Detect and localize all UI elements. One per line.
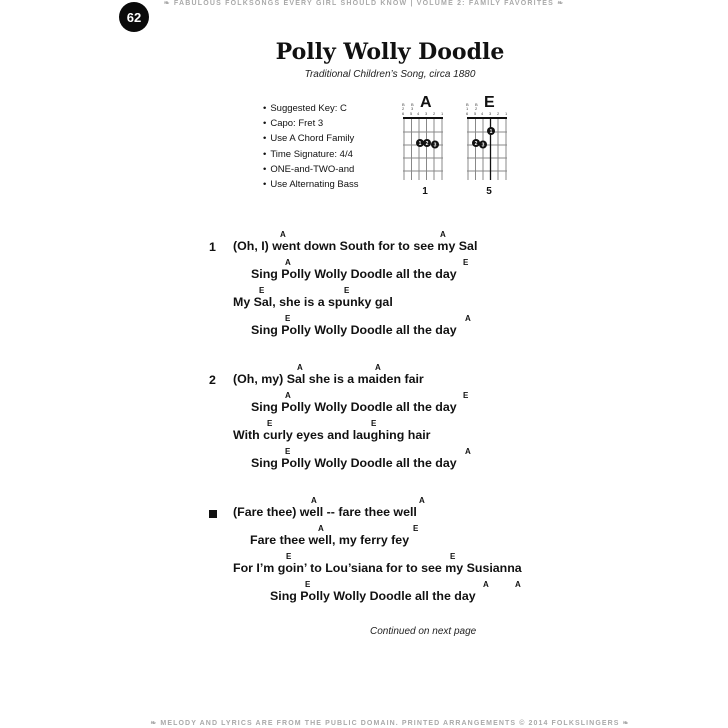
chord-label: A xyxy=(318,524,324,533)
chord-label: A xyxy=(311,496,317,505)
chord-name: E xyxy=(484,94,495,111)
song-title: Polly Wolly Doodle xyxy=(275,39,505,65)
lyric-line: Sing Polly Wolly Doodle all the day xyxy=(251,323,457,337)
verse-number: 2 xyxy=(209,373,216,387)
chord-label: E xyxy=(371,419,377,428)
lyric-line: With curly eyes and laughing hair xyxy=(233,428,431,442)
running-footer: ❧ MELODY AND LYRICS ARE FROM THE PUBLIC DOMAIN. PRINTED ARRANGEMENTS © 2014 FOLKSLINGERS ❧ xyxy=(150,720,630,727)
chord-grid-icon xyxy=(464,100,514,184)
verse-number: 1 xyxy=(209,240,216,254)
svg-text:3: 3 xyxy=(481,142,485,149)
chord-number: 5 xyxy=(486,186,492,197)
chord-label: E xyxy=(413,524,419,533)
chord-label: E xyxy=(286,552,292,561)
lyric-line: Sing Polly Wolly Doodle all the day xyxy=(251,400,457,414)
note-item: • Suggested Key: C xyxy=(263,101,359,116)
svg-text:1: 1 xyxy=(505,111,508,116)
lyric-line: My Sal, she is a spunky gal xyxy=(233,295,393,309)
svg-text:6: 6 xyxy=(466,111,469,116)
svg-text:B: B xyxy=(411,102,414,107)
svg-text:2: 2 xyxy=(497,111,500,116)
svg-text:B: B xyxy=(402,102,405,107)
chord-label: A xyxy=(419,496,425,505)
note-item: • ONE-and-TWO-and xyxy=(263,162,359,177)
chord-label: E xyxy=(463,258,469,267)
svg-text:1: 1 xyxy=(466,106,469,111)
performance-notes xyxy=(263,101,359,192)
svg-text:B: B xyxy=(466,102,469,107)
svg-text:6: 6 xyxy=(402,111,405,116)
svg-text:2: 2 xyxy=(433,111,436,116)
chord-label: A xyxy=(375,363,381,372)
chord-label: A xyxy=(280,230,286,239)
svg-text:1: 1 xyxy=(418,141,422,147)
lyric-line: Sing Polly Wolly Doodle all the day xyxy=(251,267,457,281)
chord-label: E xyxy=(285,314,291,323)
song-subtitle: Traditional Children’s Song, circa 1880 xyxy=(304,69,476,80)
lyric-line: Sing Polly Wolly Doodle all the day xyxy=(251,456,457,470)
chord-label: A xyxy=(465,447,471,456)
chord-label: E xyxy=(259,286,265,295)
svg-text:3: 3 xyxy=(489,111,492,116)
note-item: • Capo: Fret 3 xyxy=(263,116,359,131)
lyric-line: Sing Polly Wolly Doodle all the day xyxy=(270,589,476,603)
lyric-line: For I’m goin’ to Lou’siana for to see my Susianna xyxy=(233,561,522,575)
chord-name: A xyxy=(420,94,432,111)
note-item: • Use Alternating Bass xyxy=(263,177,359,192)
svg-text:1: 1 xyxy=(489,129,493,135)
svg-text:B: B xyxy=(475,102,478,107)
svg-text:3: 3 xyxy=(425,111,428,116)
svg-text:4: 4 xyxy=(481,111,484,116)
chord-label: A xyxy=(285,391,291,400)
svg-text:3: 3 xyxy=(411,106,414,111)
svg-text:2: 2 xyxy=(402,106,405,111)
chord-label: A xyxy=(440,230,446,239)
svg-text:4: 4 xyxy=(417,111,420,116)
continued-note: Continued on next page xyxy=(370,626,477,637)
chord-label: E xyxy=(450,552,456,561)
svg-text:5: 5 xyxy=(474,111,477,116)
svg-text:5: 5 xyxy=(410,111,413,116)
chord-label: E xyxy=(267,419,273,428)
note-item: • Use A Chord Family xyxy=(263,131,359,146)
page-number: 62 xyxy=(126,9,142,25)
chord-label: A xyxy=(515,580,521,589)
note-item: • Time Signature: 4/4 xyxy=(263,147,359,162)
svg-text:3: 3 xyxy=(433,142,437,149)
lyric-line: Fare thee well, my ferry fey xyxy=(250,533,410,547)
chord-label: E xyxy=(344,286,350,295)
chorus-marker-icon xyxy=(209,510,217,518)
lyric-line: (Fare thee) well -- fare thee well xyxy=(233,505,417,519)
chord-grid-icon xyxy=(400,100,450,184)
chord-label: A xyxy=(483,580,489,589)
svg-text:1: 1 xyxy=(441,111,444,116)
chord-label: E xyxy=(285,447,291,456)
chord-label: A xyxy=(465,314,471,323)
running-header: ❧ FABULOUS FOLKSONGS EVERY GIRL SHOULD KNOW | VOLUME 2: FAMILY FAVORITES ❧ xyxy=(163,0,565,7)
chord-label: A xyxy=(297,363,303,372)
svg-text:2: 2 xyxy=(474,141,478,147)
svg-text:2: 2 xyxy=(475,106,478,111)
chord-label: E xyxy=(305,580,311,589)
chord-number: 1 xyxy=(422,186,428,197)
svg-text:2: 2 xyxy=(425,141,429,147)
chord-label: A xyxy=(285,258,291,267)
lyric-line: (Oh, I) went down South for to see my Sal xyxy=(233,239,478,253)
lyric-line: (Oh, my) Sal she is a maiden fair xyxy=(233,372,424,386)
chord-label: E xyxy=(463,391,469,400)
